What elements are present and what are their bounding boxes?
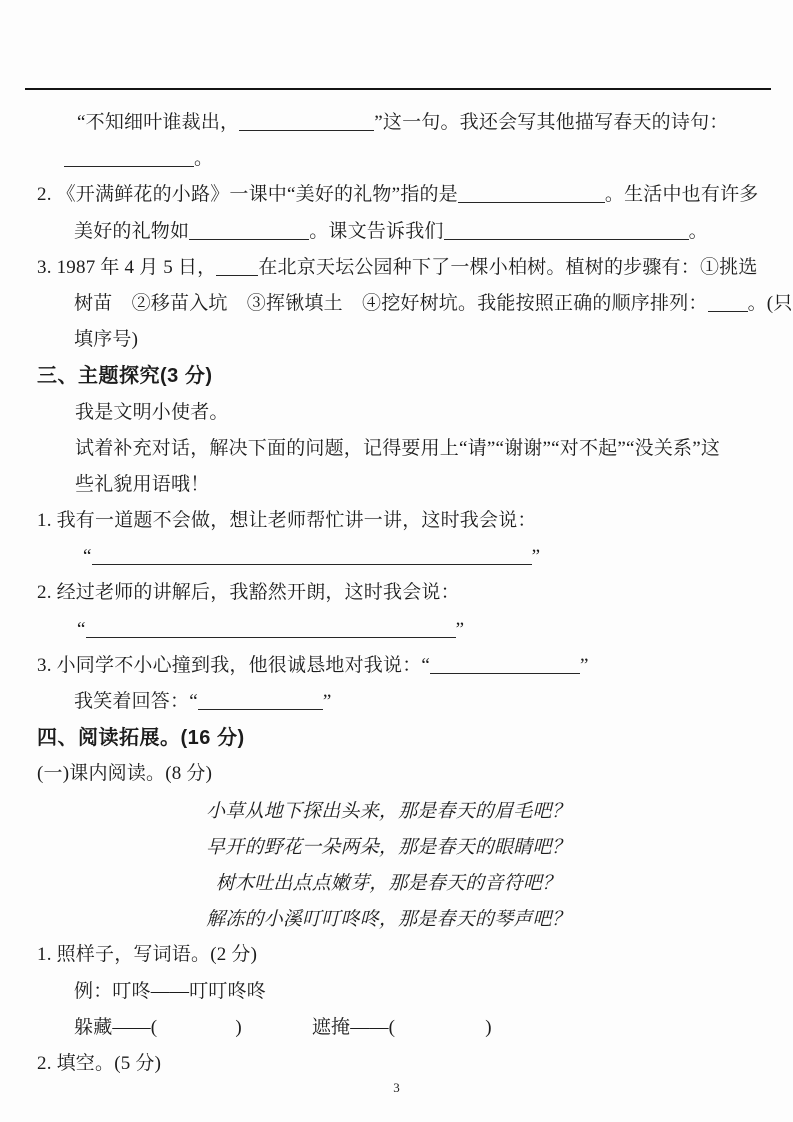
text-run: 早开的野花一朵两朵，那是春天的眼睛吧？ (206, 835, 571, 858)
section-heading-3 (37, 358, 768, 394)
text-run: 美好的礼物如 (74, 220, 190, 242)
text-run: 在北京天坛公园种下了一棵小柏树。植树的步骤有：①挑选 (258, 256, 758, 278)
text-run: 躲藏——( (74, 1016, 158, 1038)
text-run: 。 (688, 220, 708, 242)
text-run: 填序号) (74, 329, 139, 351)
text-run: “不知细叶谁裁出， (77, 112, 240, 133)
text-run: 试着补充对话，解决下面的问题，记得要用上“请”“谢谢”“对不起”“没关系”这 (75, 437, 721, 459)
question-3-continuation (37, 322, 768, 358)
question-3-continuation (37, 286, 793, 322)
dialog-question-1 (37, 503, 768, 539)
section-heading-4 (37, 720, 768, 756)
text-run: (一)课内阅读。(8 分) (37, 763, 213, 785)
answer-blank (708, 297, 748, 312)
instruction-line (37, 431, 768, 467)
instruction-continuation (37, 467, 768, 503)
poem-line (37, 865, 740, 901)
text-run: ) (485, 1016, 492, 1038)
text-run: 遮掩——( (311, 1016, 396, 1038)
dialog-question-2 (37, 575, 768, 611)
question-2-continuation (37, 214, 768, 250)
text-run: 2. 填空。(5 分) (37, 1052, 162, 1074)
text-run: 小草从地下探出头来，那是春天的眉毛吧？ (206, 799, 571, 822)
text-run: 。生活中也有许多 (604, 184, 759, 206)
text-run: 我是文明小使者。 (75, 401, 229, 423)
text-run: 解冻的小溪叮叮咚咚，那是春天的琴声吧？ (206, 908, 571, 931)
text-run: 3. 1987 年 4 月 5 日， (37, 256, 217, 278)
poem-line (37, 901, 740, 937)
text-run: 2. 《开满鲜花的小路》一课中“美好的礼物”指的是 (37, 184, 458, 206)
dialog-question-3-continuation (37, 684, 768, 720)
text-run: 树苗 ②移苗入坑 ③挥锹填土 ④挖好树坑。我能按照正确的顺序排列： (74, 292, 708, 314)
answer-blank (216, 261, 258, 276)
page-number: 3 (393, 1080, 400, 1095)
text-run: ) (235, 1016, 242, 1038)
answer-blank (198, 695, 323, 710)
answer-blank (430, 659, 580, 674)
dialog-question-3 (37, 648, 768, 684)
text-run: 。 (194, 148, 214, 170)
answer-blank (189, 225, 309, 240)
poem-fill-line (37, 105, 768, 141)
text-run: 1. 照样子，写词语。(2 分) (37, 944, 258, 966)
text-run: ” (531, 546, 541, 568)
text-run: ”这一句。我还会写其他描写春天的诗句： (374, 112, 729, 133)
text-run: “ (77, 618, 86, 640)
answer-blank (92, 550, 532, 565)
text-run: 3. 小同学不小心撞到我，他很诚恳地对我说：“ (37, 654, 431, 676)
answer-blank (444, 225, 689, 240)
text-run: 四、阅读拓展。(16 分) (37, 727, 245, 750)
subsection-heading (37, 756, 768, 792)
text-run: ” (322, 691, 332, 712)
poem-line (37, 793, 740, 829)
answer-blank (86, 623, 456, 638)
document-body (37, 90, 793, 1082)
text-run: 例：叮咚——叮叮咚咚 (74, 980, 267, 1002)
text-run: 树木吐出点点嫩芽，那是春天的音符吧？ (215, 871, 562, 894)
answer-blank (458, 188, 605, 203)
intro-line (37, 395, 768, 431)
text-run: 我笑着回答：“ (74, 691, 198, 712)
text-run: 1. 我有一道题不会做，想让老师帮忙讲一讲，这时我会说： (37, 510, 537, 532)
text-run: “ (83, 546, 92, 568)
reading-question-2 (37, 1046, 768, 1082)
dialog-answer-blank (37, 612, 768, 648)
dialog-answer-blank (37, 539, 768, 575)
example-line (37, 974, 768, 1010)
reading-question-1 (37, 937, 768, 973)
word-fill-line (37, 1010, 768, 1046)
answer-blank (64, 152, 194, 167)
question-3-line (37, 250, 768, 286)
text-run: 2. 经过老师的讲解后，我豁然开朗，这时我会说： (37, 582, 460, 604)
text-run: 三、主题探究(3 分) (37, 365, 213, 388)
text-run: 些礼貌用语哦！ (75, 473, 210, 495)
text-run: ” (455, 618, 465, 640)
text-run: 。课文告诉我们 (309, 220, 444, 242)
poem-line (37, 829, 740, 865)
answer-blank (239, 116, 374, 131)
answer-blank-line (37, 141, 768, 177)
text-run: 。(只 (747, 292, 793, 314)
text-run: ” (580, 654, 589, 676)
question-2-line (37, 177, 768, 213)
